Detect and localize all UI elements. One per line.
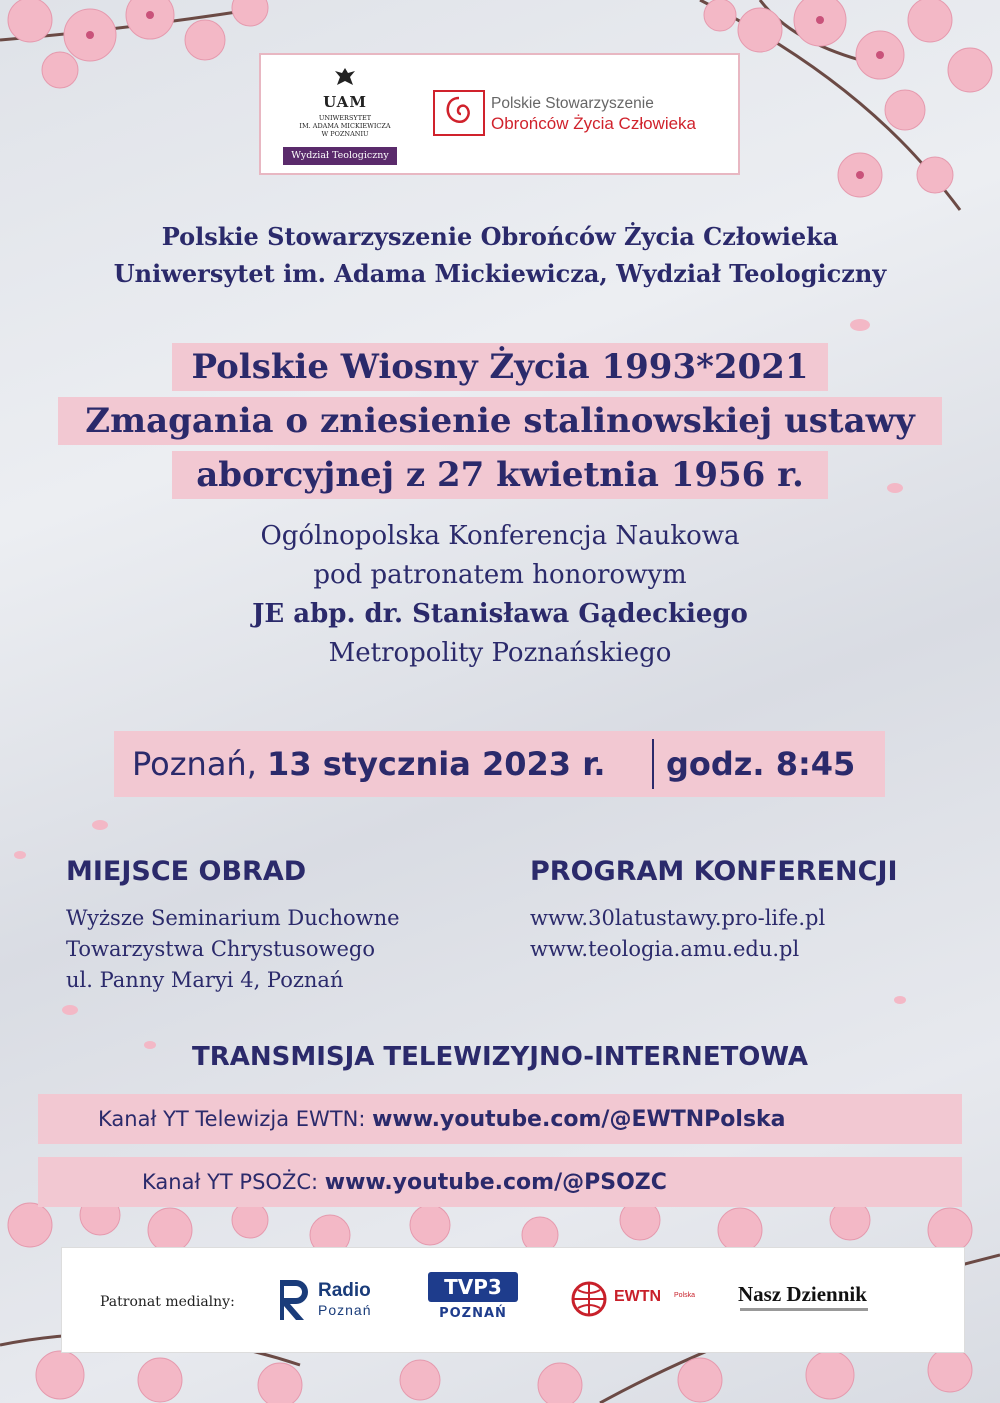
eagle-crest-icon: [334, 67, 356, 87]
ewtn-channel-text: [98, 1094, 786, 1145]
event-city: Poznań,: [132, 745, 268, 783]
radio-city: Poznań: [318, 1302, 372, 1318]
uam-line-1: UNIWERSYTET: [318, 114, 372, 122]
nasz-dziennik-underline: [740, 1308, 868, 1311]
ewtn-region: Polska: [674, 1292, 696, 1299]
program-link-2[interactable]: www.teologia.amu.edu.pl: [530, 937, 800, 961]
uam-line-3: W POZNANIU: [321, 130, 369, 138]
media-patrons-label: Patronat medialny:: [100, 1294, 235, 1310]
organizer-line-1: Polskie Stowarzyszenie Obrońców Życia Człowieka: [161, 222, 839, 251]
ewtn-name: EWTN: [614, 1288, 662, 1305]
nasz-dziennik-logo: Nasz Dziennik: [738, 1282, 867, 1306]
program-link-1[interactable]: www.30latustawy.pro-life.pl: [530, 906, 826, 930]
uam-line-2: IM. ADAMA MICKIEWICZA: [299, 122, 391, 130]
tvp3-city: POZNAŃ: [439, 1306, 507, 1321]
date-bar: [114, 731, 885, 797]
psozc-embryo-icon: [433, 90, 485, 136]
ewtn-channel-bar: [38, 1094, 962, 1144]
venue-line-2: Towarzystwa Chrystusowego: [66, 937, 376, 961]
psozc-name-line2: Obrońców Życia Człowieka: [491, 114, 697, 133]
headline-line-2: Zmagania o zniesienie stalinowskiej ustawy: [58, 397, 942, 445]
ewtn-channel-label: Kanał YT Telewizja EWTN:: [98, 1107, 373, 1131]
broadcast-heading: TRANSMISJA TELEWIZYJNO-INTERNETOWA: [191, 1042, 809, 1072]
uam-faculty-badge: Wydział Teologiczny: [283, 147, 397, 165]
media-patrons-box: [61, 1247, 965, 1353]
patron-title: Metropolity Poznańskiego: [328, 638, 672, 668]
event-day: 13 stycznia 2023 r.: [267, 745, 606, 783]
psozc-channel-bar: [38, 1157, 962, 1207]
conference-type: Ogólnopolska Konferencja Naukowa: [260, 521, 740, 551]
uam-mark: UAM: [323, 93, 367, 111]
radio-name: Radio: [318, 1280, 371, 1301]
patronage-label: pod patronatem honorowym: [313, 560, 687, 590]
event-date: [132, 731, 606, 797]
radio-poznan-r-icon: [276, 1278, 312, 1322]
ewtn-logo: [568, 1280, 698, 1320]
tvp3-mark: TVP3: [428, 1272, 518, 1302]
headline-line-3: aborcyjnej z 27 kwietnia 1956 r.: [172, 451, 828, 499]
program-heading: PROGRAM KONFERENCJI: [530, 856, 898, 887]
patron-name: JE abp. dr. Stanisława Gądeckiego: [252, 599, 748, 629]
logo-box: [259, 53, 740, 175]
organizer-line-2: Uniwersytet im. Adama Mickiewicza, Wydział Teologiczny: [113, 259, 887, 288]
psozc-name-line1: Polskie Stowarzyszenie: [491, 95, 654, 112]
tvp3-logo: [428, 1272, 518, 1332]
event-time: godz. 8:45: [666, 745, 856, 783]
ewtn-globe-icon: [570, 1280, 608, 1318]
venue-line-1: Wyższe Seminarium Duchowne: [66, 906, 400, 930]
radio-poznan-logo: [276, 1278, 396, 1322]
headline-line-1: Polskie Wiosny Życia 1993*2021: [172, 343, 828, 391]
psozc-channel-link[interactable]: www.youtube.com/@PSOZC: [324, 1170, 667, 1195]
venue-heading: MIEJSCE OBRAD: [66, 856, 307, 887]
psozc-channel-label: Kanał YT PSOŻC:: [142, 1170, 325, 1194]
uam-logo: [285, 67, 405, 138]
venue-line-3: ul. Panny Maryi 4, Poznań: [66, 968, 344, 992]
ewtn-channel-link[interactable]: www.youtube.com/@EWTNPolska: [372, 1107, 786, 1132]
date-separator: [652, 739, 654, 789]
psozc-channel-text: [142, 1157, 667, 1208]
